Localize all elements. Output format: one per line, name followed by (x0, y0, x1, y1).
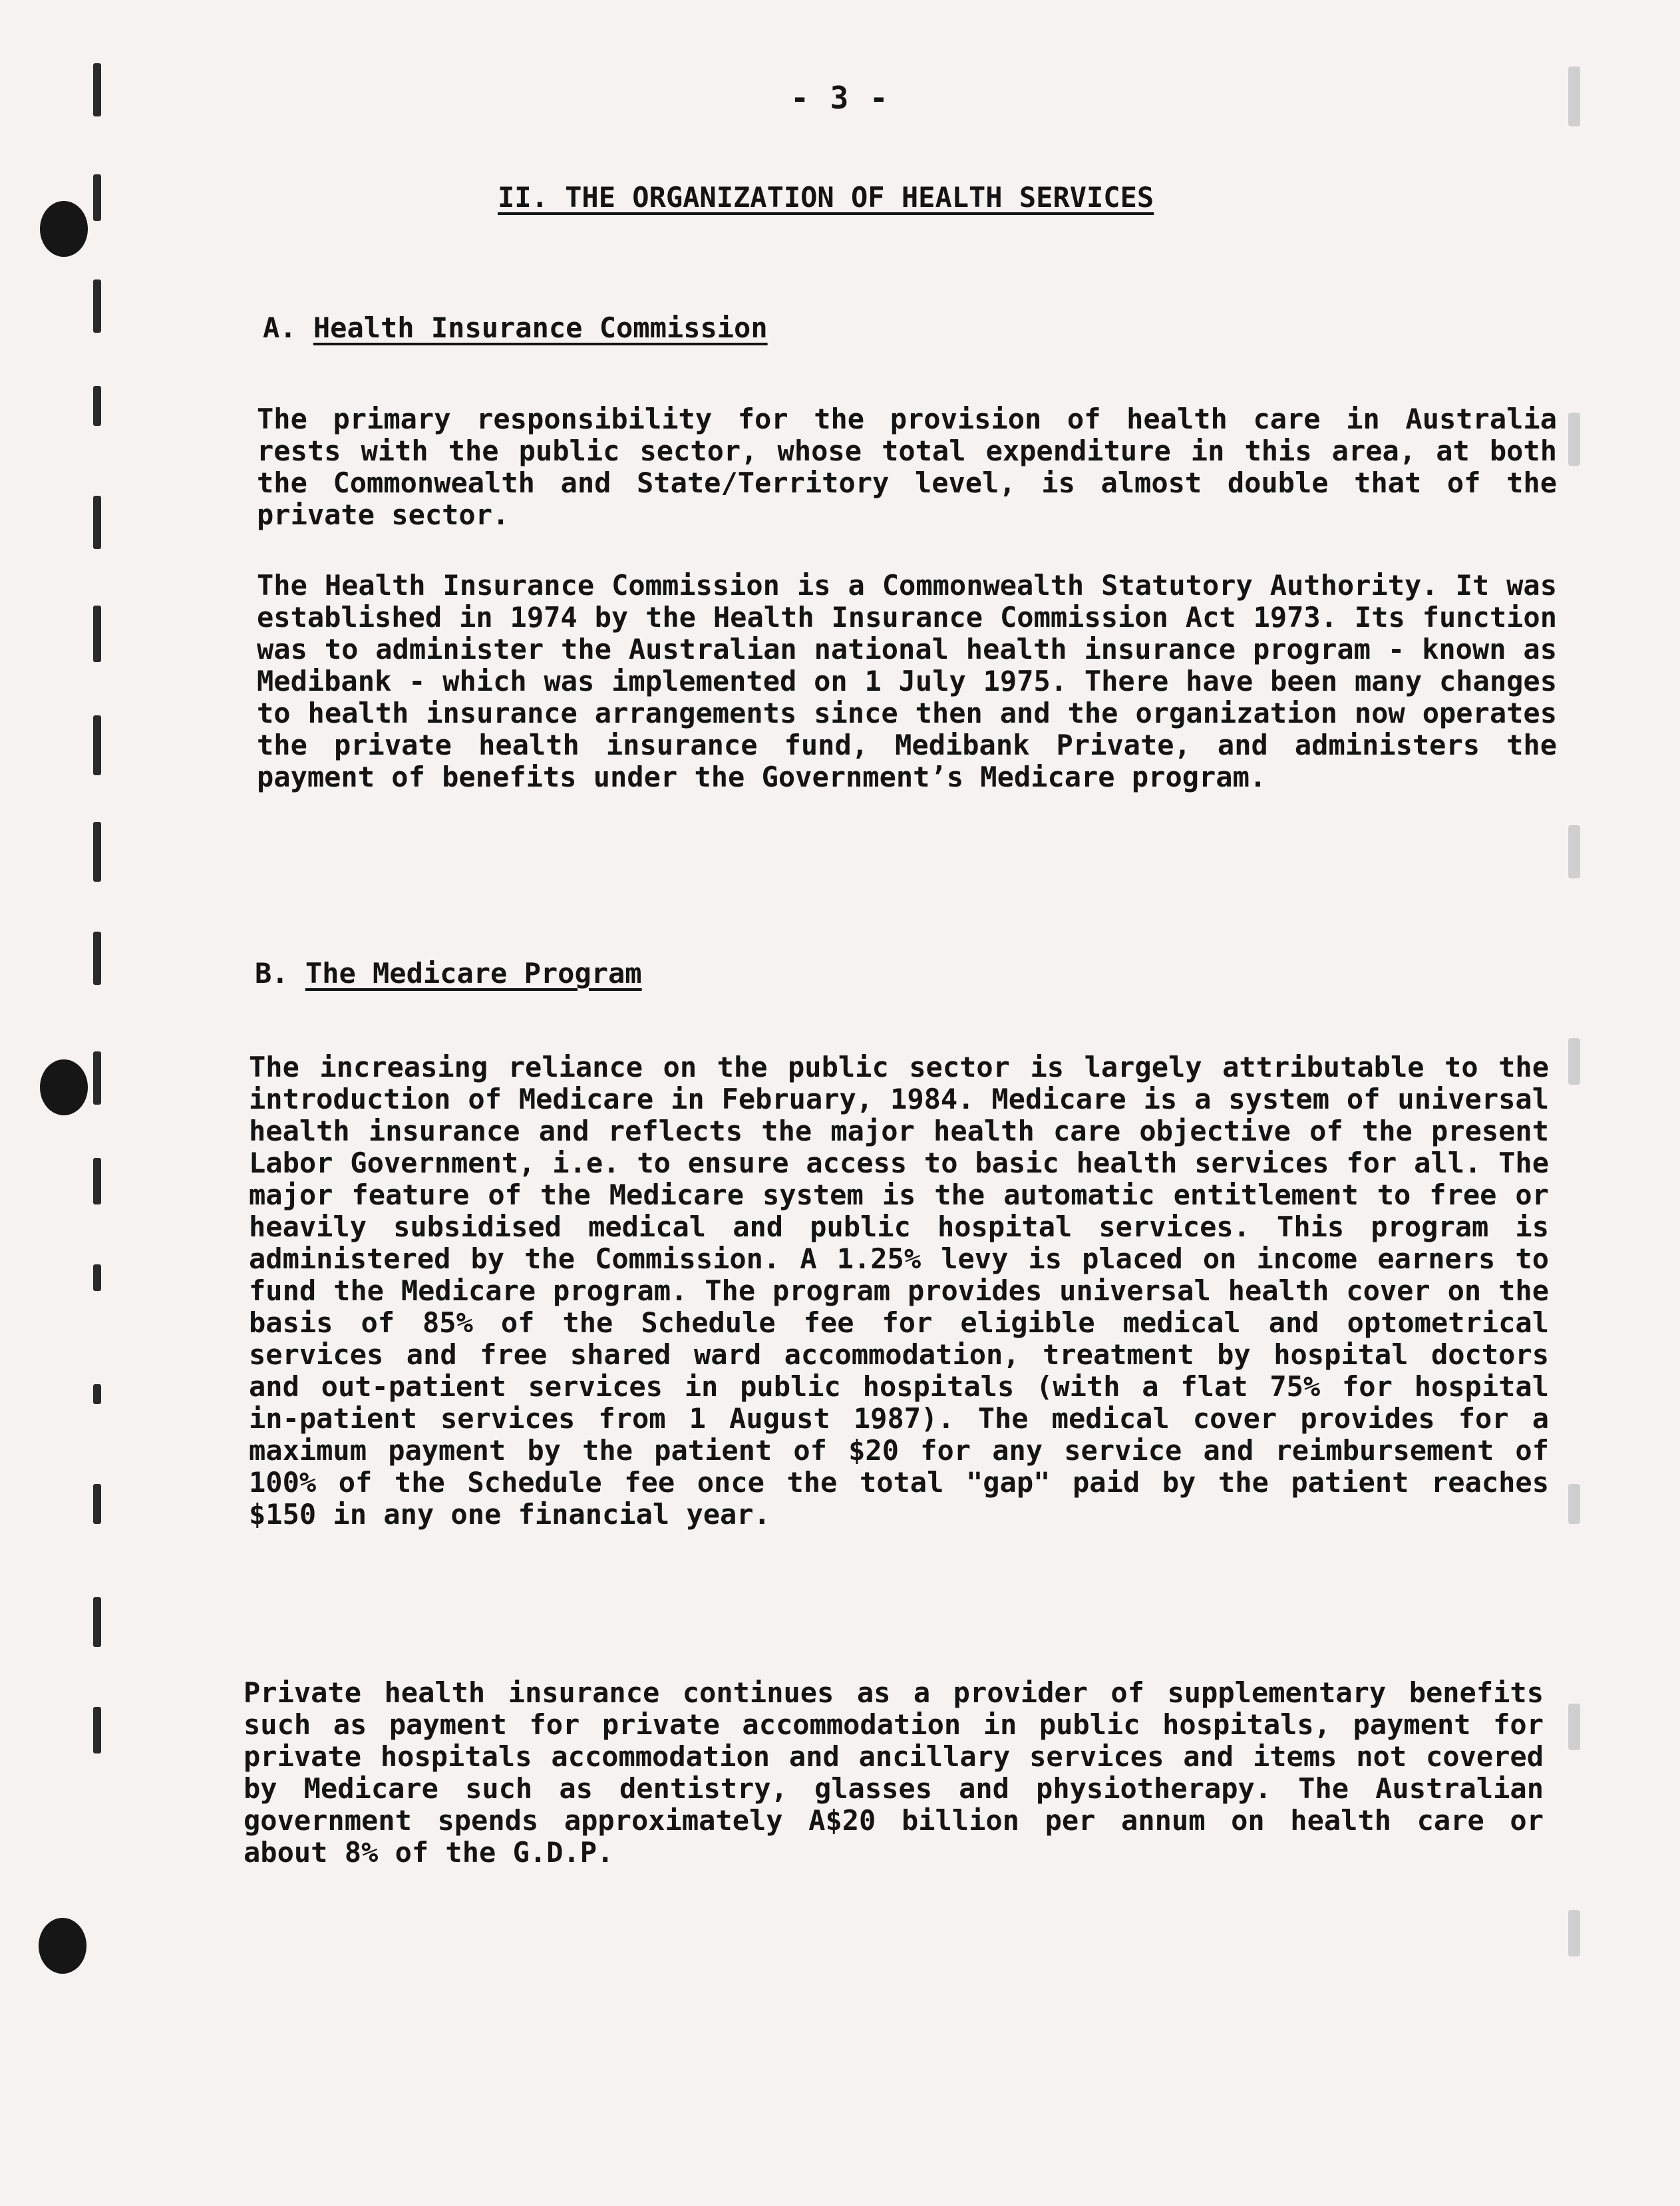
edge-mark (1568, 825, 1580, 878)
subsection-b-paragraph-1: The increasing reliance on the public sector is largely attributable to the introduction of Medicare in February, 1984. Medicare is a system of universal health insurance and reflects the major health care objective of the present Labor Government, i.e. to ensure access to basic health services for all. The major feature of the Medicare system is the automatic entitlement to free or heavily subsidised medical and public hospital services. This program is administered by the Commission. A 1.25% levy is placed on income earners to fund the Medicare program. The program provides universal health cover on the basis of 85% of the Schedule fee for eligible medical and optometrical services and free shared ward accommodation, treatment by hospital doctors and out-patient services in public hospitals (with a flat 75% for hospital in-patient services from 1 August 1987). The medical cover provides for a maximum payment by the patient of $20 for any service and reimbursement of 100% of the Schedule fee once the total "gap" paid by the patient reaches $150 in any one financial year. (249, 1051, 1549, 1531)
margin-mark (93, 1597, 101, 1647)
margin-mark (93, 1158, 101, 1204)
subsection-a-letter: A. (263, 311, 297, 344)
section-title: II. THE ORGANIZATION OF HEALTH SERVICES (498, 181, 1154, 214)
punch-hole-top (40, 201, 88, 257)
subsection-a-paragraph-1: The primary responsibility for the provision of health care in Australia rests with the public sector, whose total expenditure in this area, at both the Commonwealth and State/Territory level, is almost double that of the private sector. (257, 403, 1557, 531)
margin-mark (93, 1051, 101, 1105)
edge-mark (1568, 1910, 1580, 1956)
margin-mark (93, 1707, 101, 1753)
margin-mark (93, 932, 101, 985)
subsection-a-title: Health Insurance Commission (313, 311, 768, 344)
margin-mark (93, 1484, 101, 1524)
punch-hole-bottom (39, 1918, 86, 1974)
margin-mark (93, 496, 101, 549)
margin-mark (93, 386, 101, 426)
page-number: - 3 - (790, 80, 890, 116)
subsection-b-heading (255, 957, 642, 990)
margin-mark (93, 174, 101, 221)
subsection-b-paragraph-2: Private health insurance continues as a provider of supplementary benefits such as payment for private accommodation in public hospitals, payment for private hospitals accommodation and ancillary services and items not covered by Medicare such as dentistry, glasses and physiotherapy. The Australian government spends approximately A$20 billion per annum on health care or about 8% of the G.D.P. (244, 1676, 1544, 1869)
margin-mark (93, 1384, 101, 1404)
margin-mark (93, 715, 101, 775)
edge-mark (1568, 413, 1580, 466)
subsection-a-paragraph-2: The Health Insurance Commission is a Commonwealth Statutory Authority. It was established in 1974 by the Health Insurance Commission Act 1973. Its function was to administer the Australian national health insurance program - known as Medibank - which was implemented on 1 July 1975. There have been many changes to health insurance arrangements since then and the organization now operates the private health insurance fund, Medibank Private, and administers the payment of benefits under the Government’s Medicare program. (257, 569, 1557, 793)
margin-mark (93, 822, 101, 882)
subsection-a-heading (263, 311, 768, 344)
edge-mark (1568, 1704, 1580, 1750)
edge-mark (1568, 1038, 1580, 1085)
subsection-b-letter: B. (255, 957, 289, 990)
margin-mark (93, 1264, 101, 1291)
subsection-b-title: The Medicare Program (305, 957, 642, 990)
punch-hole-middle (40, 1059, 88, 1115)
edge-mark (1568, 1484, 1580, 1524)
margin-mark (93, 279, 101, 333)
margin-mark (93, 606, 101, 662)
